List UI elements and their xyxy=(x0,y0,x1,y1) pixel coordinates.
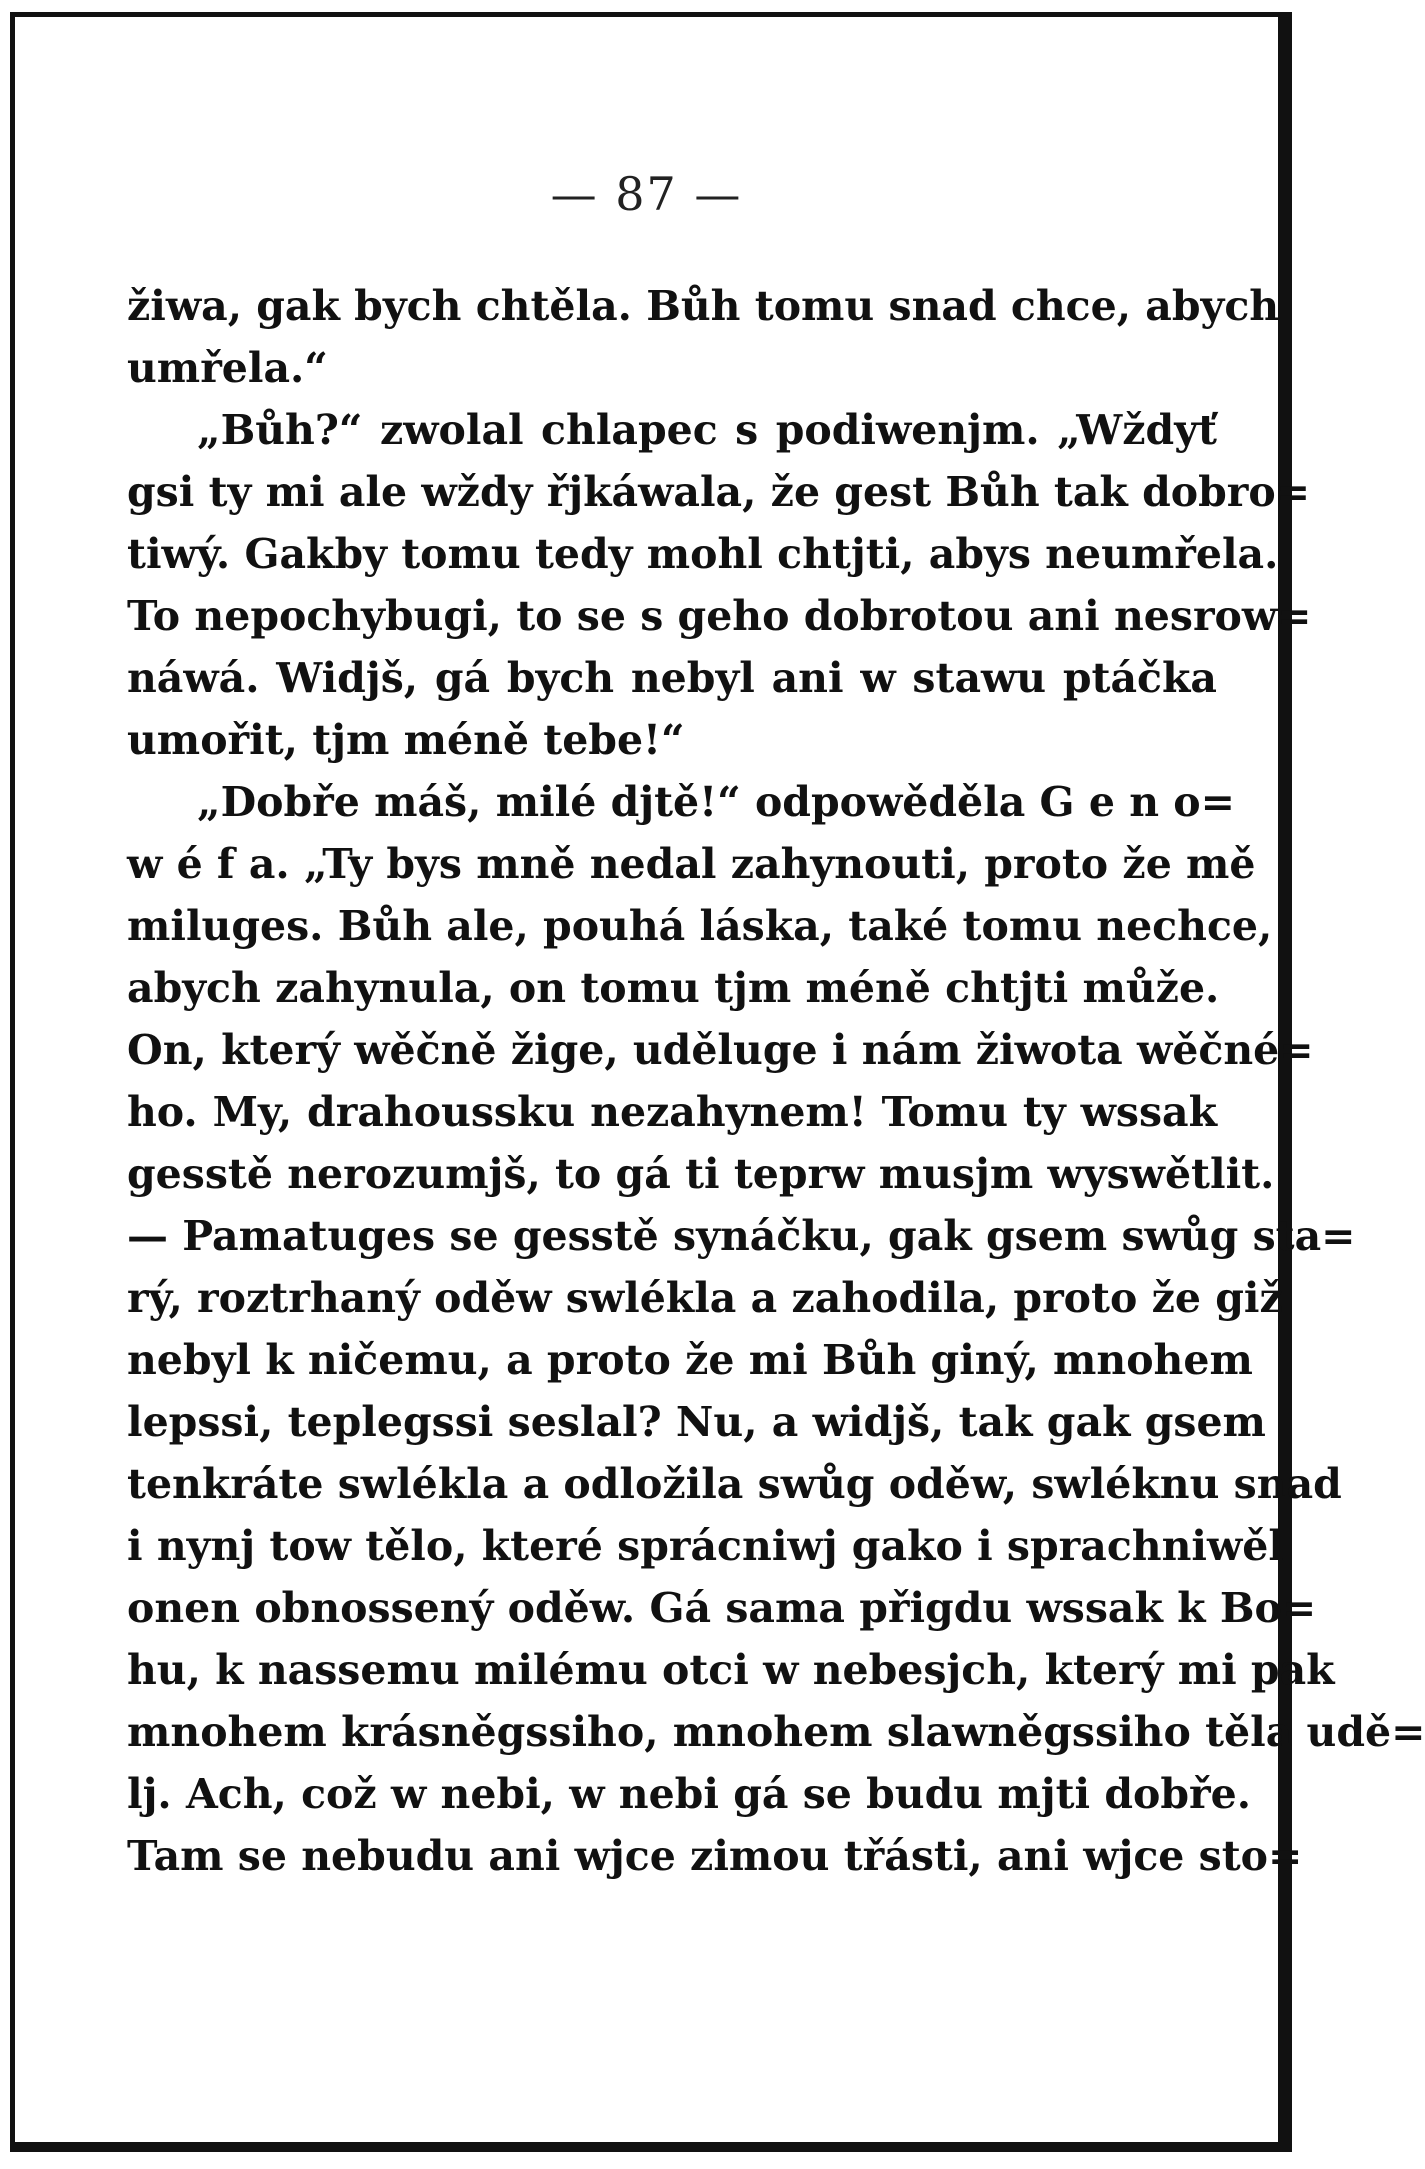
page-number: — 87 — xyxy=(550,167,743,221)
text-line: lepssi, teplegssi seslal? Nu, a widjš, tak gak gsem xyxy=(127,1398,1266,1446)
text-line: rý, roztrhaný oděw swlékla a zahodila, proto že giž xyxy=(127,1274,1283,1322)
text-line: On, který wěčně žige, uděluge i nám žiwota wěčné= xyxy=(127,1026,1314,1074)
text-line: ho. My, drahoussku nezahynem! Tomu ty wssak xyxy=(127,1088,1217,1136)
text-line: „Dobře máš, milé djtě!“ odpowěděla G e n o= xyxy=(197,778,1235,826)
text-line: tenkráte swlékla a odložila swůg oděw, swléknu snad xyxy=(127,1460,1342,1508)
body-text xyxy=(127,275,1425,1887)
text-line: lj. Ach, což w nebi, w nebi gá se budu mjti dobře. xyxy=(127,1770,1252,1818)
text-line: umřela.“ xyxy=(127,344,328,392)
text-line: To nepochybugi, to se s geho dobrotou ani nesrow= xyxy=(127,592,1312,640)
text-line: i nynj tow tělo, které sprácniwj gako i sprachniwěl xyxy=(127,1522,1284,1570)
page-frame xyxy=(10,12,1425,2152)
text-line: w é f a. „Ty bys mně nedal zahynouti, proto že mě xyxy=(127,840,1256,888)
text-line: tiwý. Gakby tomu tedy mohl chtjti, abys neumřela. xyxy=(127,530,1279,578)
text-line: hu, k nassemu milému otci w nebesjch, který mi pak xyxy=(127,1646,1335,1694)
text-line: Tam se nebudu ani wjce zimou třásti, ani wjce sto= xyxy=(127,1832,1303,1880)
text-line: nebyl k ničemu, a proto že mi Bůh giný, mnohem xyxy=(127,1336,1253,1384)
text-line: gsi ty mi ale wždy řjkáwala, že gest Bůh tak dobro= xyxy=(127,468,1311,516)
text-line: abych zahynula, on tomu tjm méně chtjti může. xyxy=(127,964,1220,1012)
text-line: onen obnossený oděw. Gá sama přigdu wssak k Bo= xyxy=(127,1584,1317,1632)
text-line: „Bůh?“ zwolal chlapec s podiwenjm. „Wždyť xyxy=(197,406,1217,454)
text-line: náwá. Widjš, gá bych nebyl ani w stawu ptáčka xyxy=(127,654,1217,702)
text-line: miluges. Bůh ale, pouhá láska, také tomu nechce, xyxy=(127,902,1273,950)
text-line: mnohem krásněgssiho, mnohem slawněgssiho těla udě= xyxy=(127,1708,1425,1756)
text-line: gesstě nerozumjš, to gá ti teprw musjm wyswětlit. xyxy=(127,1150,1275,1198)
text-line: žiwa, gak bych chtěla. Bůh tomu snad chce, abych xyxy=(127,282,1280,330)
text-line: umořit, tjm méně tebe!“ xyxy=(127,716,685,764)
text-line: — Pamatuges se gesstě synáčku, gak gsem swůg sta= xyxy=(127,1212,1356,1260)
